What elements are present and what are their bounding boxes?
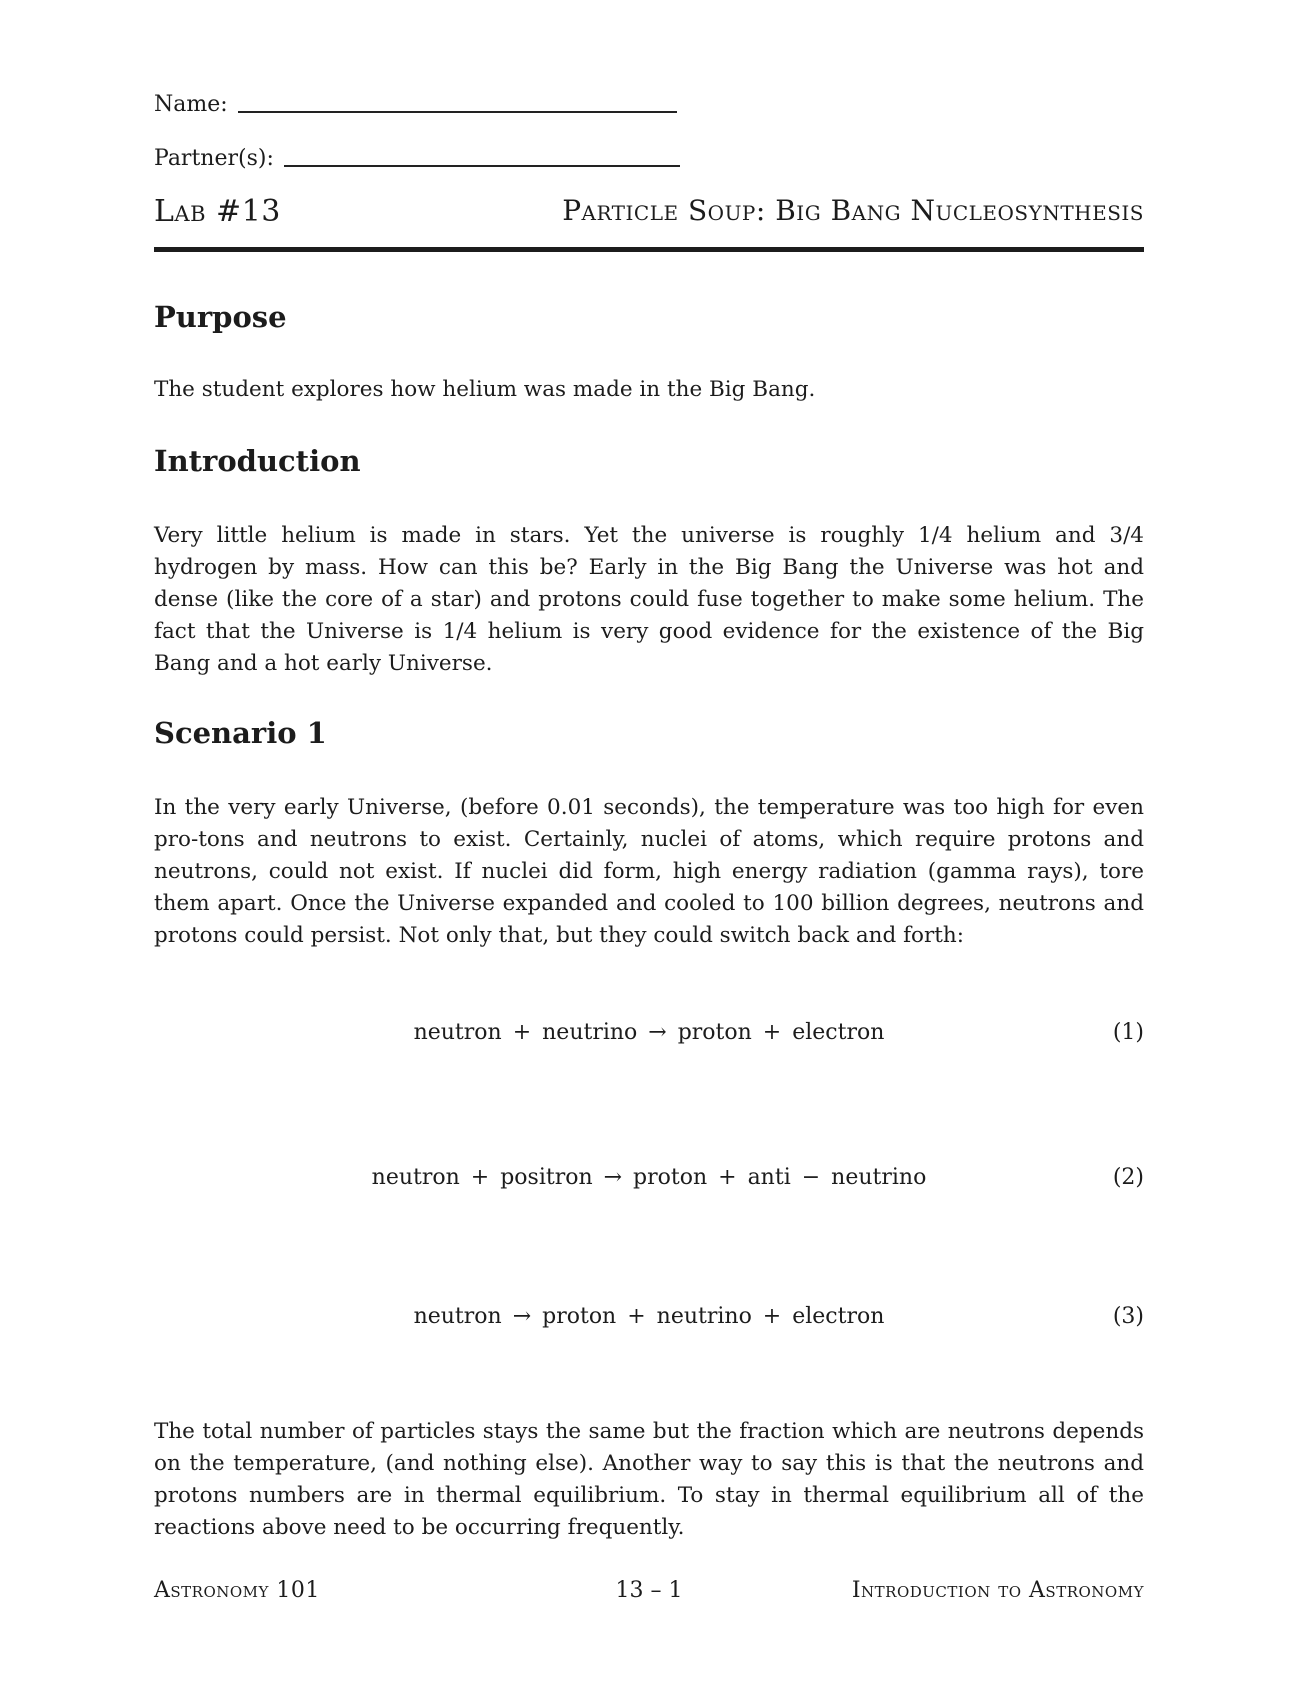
equation-number: (1): [1112, 1020, 1144, 1045]
equation-1: [154, 1020, 1144, 1052]
equation-number: (3): [1112, 1304, 1144, 1329]
header-rule: [154, 247, 1144, 252]
purpose-paragraph: The student explores how helium was made in the Big Bang.: [154, 377, 816, 402]
name-blank-line[interactable]: [238, 111, 677, 113]
purpose-heading: Purpose: [154, 300, 287, 334]
name-label: Name:: [154, 92, 228, 117]
footer-page-number: 13 – 1: [615, 1578, 683, 1603]
equation-text: neutron + neutrino → proton + electron: [413, 1020, 885, 1045]
page-footer: [154, 1578, 1144, 1610]
scenario1-paragraph: In the very early Universe, (before 0.01 seconds), the temperature was too high for even pro-tons and neutrons to exist. Certainly, nuclei of atoms, which require protons and neutrons, could not exist. If nuclei did form, high energy radiation (gamma rays), tore them apart. Once the Universe expanded and cooled to 100 billion degrees, neutrons and protons could persist. Not only that, but they could switch back and forth:: [154, 795, 1144, 948]
equation-3: [154, 1304, 1144, 1336]
introduction-heading: Introduction: [154, 444, 361, 478]
scenario1-heading: Scenario 1: [154, 716, 327, 750]
partner-field-row: [154, 146, 680, 171]
partner-blank-line[interactable]: [284, 165, 680, 167]
closing-paragraph: The total number of particles stays the same but the fraction which are neutrons depends on the temperature, (and nothing else). Another way to say this is that the neutrons and protons numbers are in thermal equilibrium. To stay in thermal equilibrium all of the reactions above need to be occurring frequently.: [154, 1419, 1144, 1540]
lab-header: [154, 194, 1144, 229]
introduction-paragraph: Very little helium is made in stars. Yet the universe is roughly 1/4 helium and 3/4 hydrogen by mass. How can this be? Early in the Big Bang the Universe was hot and dense (like the core of a star) and protons could fuse together to make some helium. The fact that the Universe is 1/4 helium is very good evidence for the existence of the Big Bang and a hot early Universe.: [154, 523, 1144, 676]
equation-text: neutron + positron → proton + anti − neutrino: [371, 1165, 927, 1190]
equation-text: neutron → proton + neutrino + electron: [413, 1304, 885, 1329]
name-field-row: [154, 92, 677, 117]
footer-course-title: Introduction to Astronomy: [851, 1578, 1144, 1603]
footer-course: Astronomy 101: [154, 1578, 320, 1603]
document-page: [154, 0, 1144, 1692]
equation-2: [154, 1165, 1144, 1197]
lab-title: Particle Soup: Big Bang Nucleosynthesis: [562, 194, 1144, 227]
partner-label: Partner(s):: [154, 146, 274, 171]
equation-number: (2): [1112, 1165, 1144, 1190]
lab-number: Lab #13: [154, 194, 281, 229]
